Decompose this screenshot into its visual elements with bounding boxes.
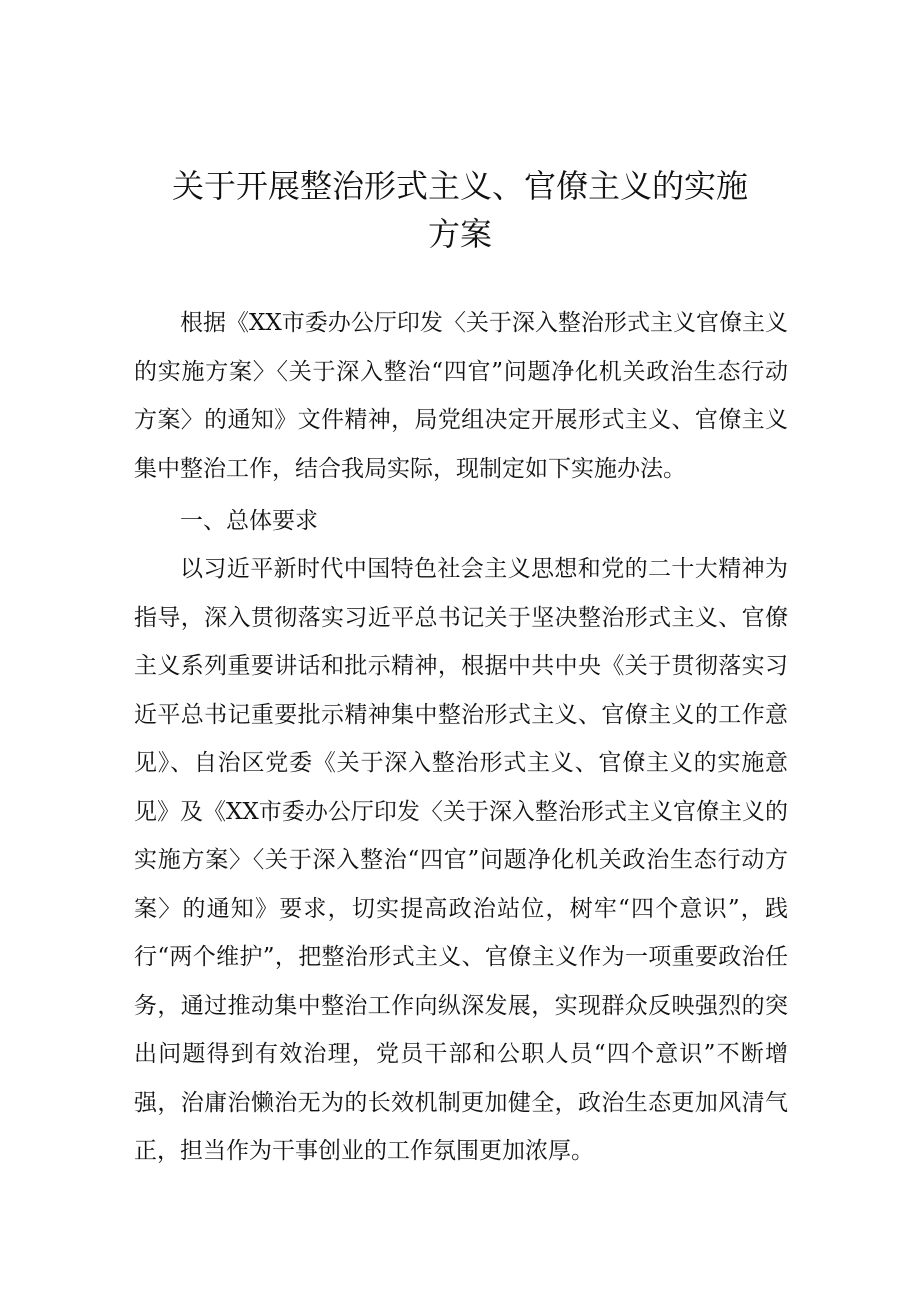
document-title-line-1: 关于开展整治形式主义、官僚主义的实施 — [171, 167, 748, 205]
intro-paragraph: 根据《XX市委办公厅印发〈关于深入整治形式主义官僚主义的实施方案〉〈关于深入整治“四官”问题净化机关政治生态行动方案〉的通知》文件精神，局党组决定开展形式主义、官僚主义集中整治工作，结合我局实际，现制定如下实施办法。 — [134, 310, 788, 482]
section-1-paragraph: 以习近平新时代中国特色社会主义思想和党的二十大精神为指导，深入贯彻落实习近平总书记关于坚决整治形式主义、官僚主义系列重要讲话和批示精神，根据中共中央《关于贯彻落实习近平总书记重要批示精神集中整治形式主义、官僚主义的工作意见》、自治区党委《关于深入整治形式主义、官僚主义的实施意见》及《XX市委办公厅印发〈关于深入整治形式主义官僚主义的实施方案〉〈关于深入整治“四官”问题净化机关政治生态行动方案〉的通知》要求，切实提高政治站位，树牢“四个意识”，践行“两个维护”，把整治形式主义、官僚主义作为一项重要政治任务，通过推动集中整治工作向纵深发展，实现群众反映强烈的突出问题得到有效治理，党员干部和公职人员“四个意识”不断增强，治庸治懒治无为的长效机制更加健全，政治生态更加风清气正，担当作为干事创业的工作氛围更加浓厚。 — [134, 556, 788, 1164]
section-1-heading: 一、总体要求 — [180, 508, 318, 534]
document-title-line-2: 方案 — [427, 215, 492, 253]
document-title — [90, 162, 830, 258]
